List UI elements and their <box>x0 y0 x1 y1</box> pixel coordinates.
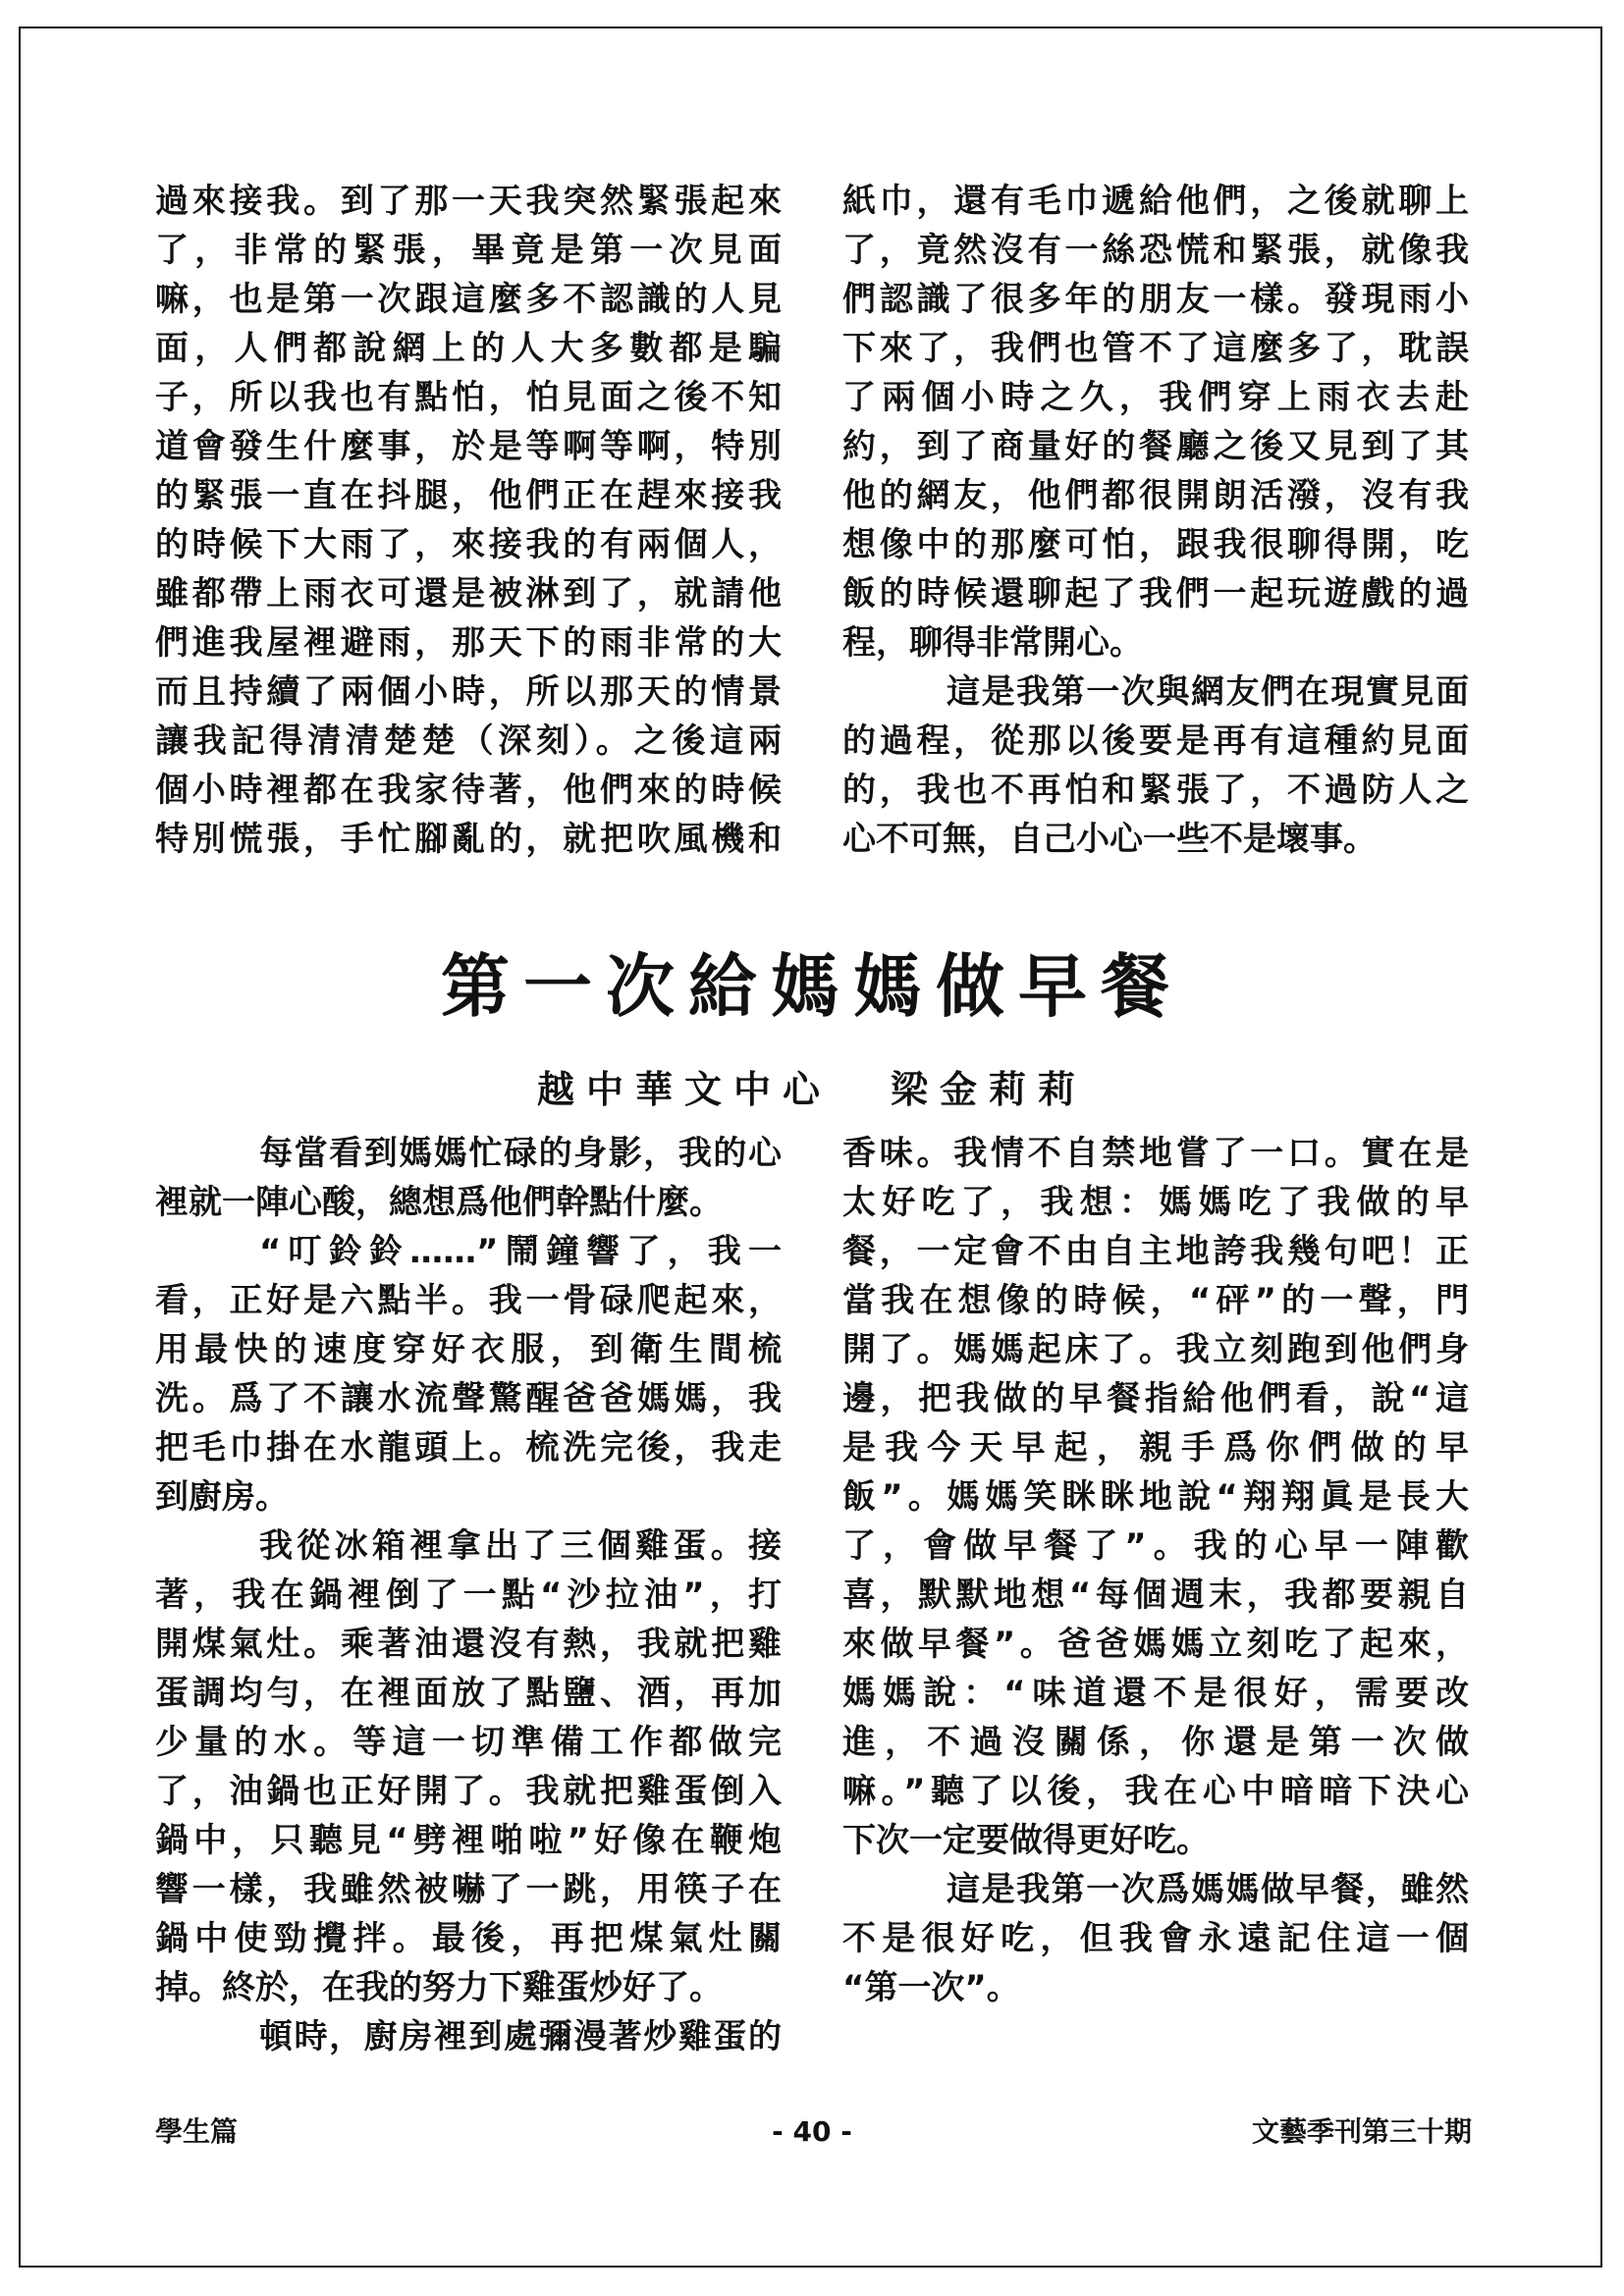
text-line: 了，竟然沒有一絲恐慌和緊張，就像我 <box>842 231 1469 270</box>
article2-left-column <box>155 1129 784 2061</box>
text-line: 到廚房。 <box>155 1477 289 1517</box>
text-line: 洗。爲了不讓水流聲驚醒爸爸媽媽，我 <box>155 1379 782 1418</box>
text-line: 面，人們都說網上的人大多數都是騙 <box>155 329 782 368</box>
text-line: 開煤氣灶。乘著油還沒有熱，我就把雞 <box>155 1625 782 1664</box>
text-line: 飯”。媽媽笑眯眯地說“翔翔眞是長大 <box>842 1477 1469 1517</box>
article-title: 第一次給媽媽做早餐 <box>441 945 1183 1027</box>
text-line: 讓我記得清清楚楚（深刻）。之後這兩 <box>155 721 782 761</box>
text-line: 邊，把我做的早餐指給他們看，說“這 <box>842 1379 1469 1418</box>
text-line: 把毛巾掛在水龍頭上。梳洗完後，我走 <box>155 1428 782 1468</box>
text-line: 的緊張一直在抖腿，他們正在趕來接我 <box>155 476 782 515</box>
text-line: 的時候下大雨了，來接我的有兩個人， <box>155 525 782 564</box>
text-line: 喜，默默地想“每個週末，我都要親自 <box>842 1575 1469 1615</box>
text-line: 嘛。”聽了以後，我在心中暗暗下決心 <box>842 1772 1469 1811</box>
text-line: 了，會做早餐了”。我的心早一陣歡 <box>842 1526 1469 1566</box>
text-line: 頓時，廚房裡到處彌漫著炒雞蛋的 <box>259 2017 782 2056</box>
text-line: 下次一定要做得更好吃。 <box>842 1821 1210 1860</box>
footer-section-label: 學生篇 <box>155 2115 239 2148</box>
text-line: 媽媽說：“味道還不是很好，需要改 <box>842 1674 1469 1713</box>
text-line: 少量的水。等這一切準備工作都做完 <box>155 1723 782 1762</box>
byline-author: 梁金莉莉 <box>891 1067 1088 1111</box>
text-line: 飯的時候還聊起了我們一起玩遊戲的過 <box>842 574 1469 614</box>
text-line: 蛋調均勻，在裡面放了點鹽、酒，再加 <box>155 1674 782 1713</box>
text-line: 特別慌張，手忙腳亂的，就把吹風機和 <box>155 820 782 859</box>
text-line: 嘛，也是第一次跟這麼多不認識的人見 <box>155 280 782 319</box>
text-line: 我從冰箱裡拿出了三個雞蛋。接 <box>259 1526 782 1566</box>
text-line: “第一次”。 <box>842 1968 1020 2007</box>
text-line: 太好吃了，我想：媽媽吃了我做的早 <box>842 1183 1469 1222</box>
text-line: 了兩個小時之久，我們穿上雨衣去赴 <box>842 378 1469 417</box>
text-line: 來做早餐”。爸爸媽媽立刻吃了起來， <box>842 1625 1469 1664</box>
text-line: 紙巾，還有毛巾遞給他們，之後就聊上 <box>842 182 1469 221</box>
text-line: 餐，一定會不由自主地誇我幾句吧！正 <box>842 1232 1469 1271</box>
article-byline <box>0 1060 1624 1119</box>
text-line: 開了。媽媽起床了。我立刻跑到他們身 <box>842 1330 1469 1369</box>
text-line: 不是很好吃，但我會永遠記住這一個 <box>842 1919 1469 1958</box>
text-line: 心不可無，自己小心一些不是壞事。 <box>842 820 1377 859</box>
text-line: 著，我在鍋裡倒了一點“沙拉油”，打 <box>155 1575 782 1615</box>
text-line: 下來了，我們也管不了這麼多了，耽誤 <box>842 329 1469 368</box>
text-line: 響一樣，我雖然被嚇了一跳，用筷子在 <box>155 1870 782 1909</box>
text-line: 香味。我情不自禁地嘗了一口。實在是 <box>842 1134 1469 1173</box>
text-line: 們認識了很多年的朋友一樣。發現雨小 <box>842 280 1469 319</box>
page-number: - 40 - <box>772 2115 852 2148</box>
text-line: 了，油鍋也正好開了。我就把雞蛋倒入 <box>155 1772 782 1811</box>
text-line: 雖都帶上雨衣可還是被淋到了，就請他 <box>155 574 782 614</box>
text-line: 進，不過沒關係，你還是第一次做 <box>842 1723 1469 1762</box>
text-line: 當我在想像的時候，“砰”的一聲，門 <box>842 1281 1469 1320</box>
text-line: 裡就一陣心酸，總想爲他們幹點什麼。 <box>155 1183 723 1222</box>
text-line: 的，我也不再怕和緊張了，不過防人之 <box>842 771 1469 810</box>
text-line: 的過程，從那以後要是再有這種約見面 <box>842 721 1469 761</box>
text-line: 道會發生什麼事，於是等啊等啊，特別 <box>155 427 782 466</box>
text-line: 是我今天早起，親手爲你們做的早 <box>842 1428 1469 1468</box>
text-line: 看，正好是六點半。我一骨碌爬起來， <box>155 1281 782 1320</box>
footer-publication: 文藝季刊第三十期 <box>1251 2115 1472 2148</box>
text-line: 鍋中使勁攪拌。最後，再把煤氣灶關 <box>155 1919 782 1958</box>
text-line: 想像中的那麼可怕，跟我很聊得開，吃 <box>842 525 1469 564</box>
text-line: 子，所以我也有點怕，怕見面之後不知 <box>155 378 782 417</box>
text-line: 每當看到媽媽忙碌的身影，我的心 <box>259 1134 782 1173</box>
byline-organization: 越中華文中心 <box>536 1067 832 1111</box>
text-line: 這是我第一次與網友們在現實見面 <box>947 672 1469 712</box>
text-line: 了，非常的緊張，畢竟是第一次見面 <box>155 231 782 270</box>
text-line: 程，聊得非常開心。 <box>842 623 1143 663</box>
text-line: 這是我第一次爲媽媽做早餐，雖然 <box>947 1870 1469 1909</box>
text-line: 用最快的速度穿好衣服，到衛生間梳 <box>155 1330 782 1369</box>
text-line: 鍋中，只聽見“劈裡啪啦”好像在鞭炮 <box>155 1821 782 1860</box>
text-line: 他的網友，他們都很開朗活潑，沒有我 <box>842 476 1469 515</box>
text-line: 約，到了商量好的餐廳之後又見到了其 <box>842 427 1469 466</box>
text-line: 掉。終於，在我的努力下雞蛋炒好了。 <box>155 1968 723 2007</box>
article1-right-column <box>842 177 1471 864</box>
article2-right-column <box>842 1129 1471 2012</box>
text-line: 過來接我。到了那一天我突然緊張起來 <box>155 182 782 221</box>
article1-left-column <box>155 177 784 864</box>
text-line: 們進我屋裡避雨，那天下的雨非常的大 <box>155 623 782 663</box>
text-line: 個小時裡都在我家待著，他們來的時候 <box>155 771 782 810</box>
text-line: “叮鈴鈴……”鬧鐘響了，我一 <box>259 1232 782 1271</box>
text-line: 而且持續了兩個小時，所以那天的情景 <box>155 672 782 712</box>
